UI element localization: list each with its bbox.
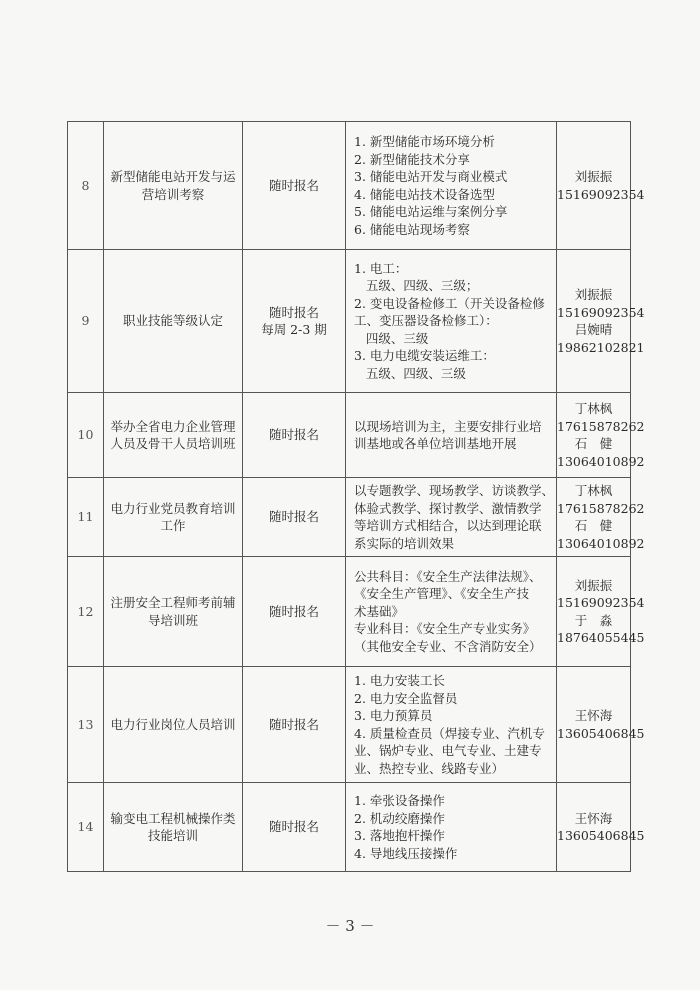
training-time-line: 随时报名 [268,304,319,320]
training-content-line: 五级、四级、三级 [354,365,466,381]
training-content-line: 业、热控专业、线路专业） [354,760,505,776]
training-content-line: 4. 储能电站技术设备选型 [354,186,495,202]
table-row [68,478,631,557]
contact-person [557,667,645,783]
training-content-line: 工、变压器设备检修工）： [354,313,498,329]
contact-person [557,557,645,667]
training-content-line: 6. 储能电站现场考察 [354,221,470,237]
training-content-line: 4. 导地线压接操作 [354,845,458,861]
training-content-line: 以专题教学、现场教学、访谈教学、 [354,483,555,498]
training-table-body [68,122,645,872]
training-content [346,393,557,478]
contact-name: 刘振振 [574,577,613,593]
training-project-name: 新型储能电站开发与运营培训考察 [104,122,243,250]
contact-person [557,393,645,478]
training-time [243,667,346,783]
training-content [346,783,557,872]
training-project-name: 职业技能等级认定 [104,250,243,393]
training-time-line: 随时报名 [268,509,319,525]
training-time-line: 随时报名 [268,716,319,732]
training-content-line: 2. 新型储能技术分享 [354,151,470,167]
training-content-line: 《安全生产管理》、《安全生产技 [354,586,530,602]
training-content-line: 3. 电力预算员 [354,708,433,723]
training-content-line: 1. 牵张设备操作 [354,793,445,808]
training-content-line: 5. 储能电站运维与案例分享 [354,204,508,219]
training-time [243,250,346,393]
training-content-line: 以现场培训为主，主要安排行业培 [354,418,542,434]
contact-person [557,478,645,557]
contact-phone: 13605406845 [557,725,645,741]
contact-name: 丁林枫 [574,483,613,498]
training-content-line: 专业科目：《安全生产专业实务》 [354,621,536,637]
training-content [346,478,557,557]
table-row [68,667,631,783]
contact-name: 丁林枫 [574,401,613,416]
training-content-line: 3. 电力电缆安装运维工： [354,348,495,364]
training-content-line: 等培训方式相结合，以达到理论联 [354,518,542,533]
contact-phone: 19862102821 [557,339,645,355]
training-project-name: 注册安全工程师考前辅导培训班 [104,557,243,667]
table-row [68,557,631,667]
row-number: 14 [68,783,104,872]
contact-phone: 15169092354 [557,304,645,320]
contact-phone: 13064010892 [557,535,645,551]
table-row [68,250,631,393]
contact-person [557,783,645,872]
training-time-line: 随时报名 [268,177,319,193]
training-time-line: 每周 2-3 期 [261,322,327,337]
training-content-line: 业、锅炉专业、电气专业、土建专 [354,743,542,758]
training-project-name: 电力行业岗位人员培训 [104,667,243,783]
training-content-line: 1. 新型储能市场环境分析 [354,134,495,149]
training-content [346,557,557,667]
contact-name: 吕婉晴 [574,322,613,337]
training-time [243,393,346,478]
training-content-line: 训基地或各单位培训基地开展 [354,436,517,451]
training-content-line: 系实际的培训效果 [354,535,455,551]
contact-name: 于 淼 [574,612,613,628]
training-content-line: 2. 变电设备检修工（开关设备检修 [354,295,545,311]
training-time [243,557,346,667]
training-time [243,122,346,250]
contact-phone: 18764055445 [557,630,645,645]
training-content-line: 公共科目：《安全生产法律法规》、 [354,568,542,584]
table-row [68,122,631,250]
training-content [346,122,557,250]
contact-phone: 13605406845 [557,828,645,843]
training-time-line: 随时报名 [268,603,319,619]
row-number: 11 [68,478,104,557]
contact-name: 刘振振 [574,169,613,184]
training-time-line: 随时报名 [268,819,319,835]
training-content-line: 3. 落地抱杆操作 [354,828,445,843]
training-content-line: 五级、四级、三级； [354,278,479,294]
training-project-name: 输变电工程机械操作类技能培训 [104,783,243,872]
training-content-line: 1. 电力安装工长 [354,673,445,688]
contact-phone: 15169092354 [557,186,645,202]
training-content-line: 四级、三级 [354,330,429,346]
row-number: 13 [68,667,104,783]
contact-name: 王怀海 [574,708,613,723]
contact-phone: 17615878262 [557,500,645,516]
training-content [346,667,557,783]
training-content [346,250,557,393]
training-content-line: 2. 电力安全监督员 [354,690,458,706]
training-content-line: 1. 电工： [354,260,408,276]
contact-name: 刘振振 [574,287,613,302]
row-number: 9 [68,250,104,393]
training-table [67,121,645,872]
table-row [68,783,631,872]
contact-person [557,250,645,393]
row-number: 12 [68,557,104,667]
training-content-line: 4. 质量检查员（焊接专业、汽机专 [354,725,545,741]
contact-phone: 17615878262 [557,418,645,434]
training-time-line: 随时报名 [268,427,319,443]
contact-person [557,122,645,250]
training-content-line: 术基础》 [354,603,405,619]
training-content-line: （其他安全专业、不含消防安全） [354,638,542,654]
training-content-line: 2. 机动绞磨操作 [354,810,445,826]
contact-phone: 15169092354 [557,595,645,610]
table-row [68,393,631,478]
training-content-line: 体验式教学、探讨教学、激情教学 [354,500,542,516]
row-number: 10 [68,393,104,478]
training-time [243,783,346,872]
page-number: － 3 － [325,917,375,935]
training-project-name: 举办全省电力企业管理人员及骨干人员培训班 [104,393,243,478]
contact-phone: 13064010892 [557,453,645,469]
training-content-line: 3. 储能电站开发与商业模式 [354,169,508,184]
training-time [243,478,346,557]
row-number: 8 [68,122,104,250]
training-project-name: 电力行业党员教育培训工作 [104,478,243,557]
contact-name: 石 健 [574,518,613,533]
contact-name: 石 健 [574,436,613,451]
contact-name: 王怀海 [574,810,613,826]
